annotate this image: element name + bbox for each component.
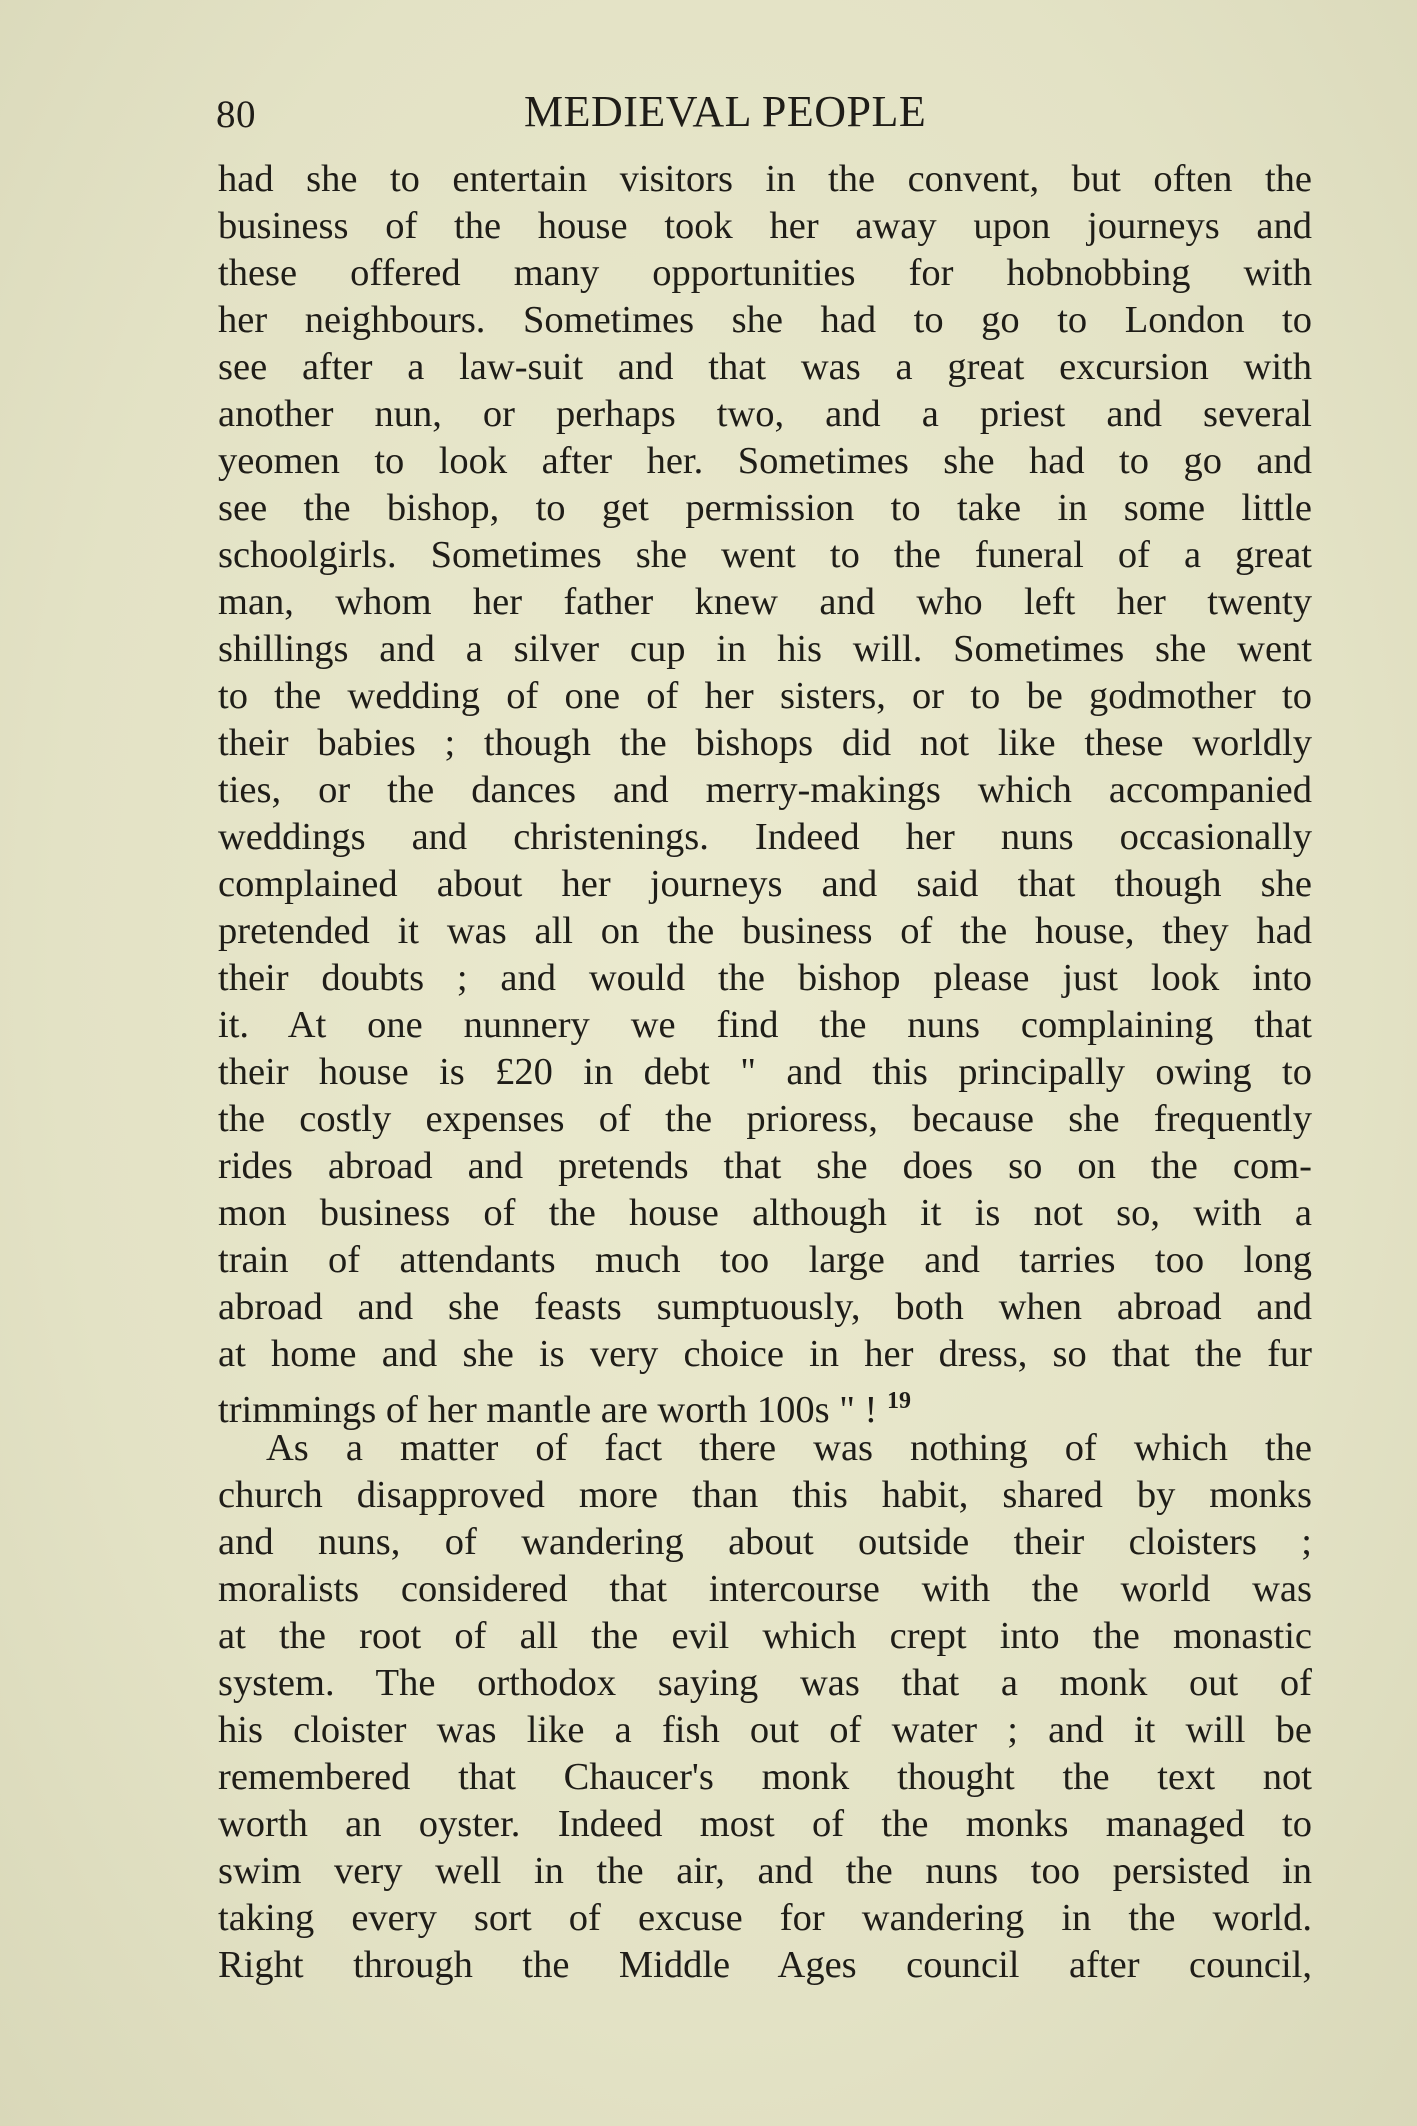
text-line-last xyxy=(218,1378,1312,1431)
text-line: swim very well in the air, and the nuns too persisted in xyxy=(218,1850,1312,1892)
text-line: the costly expenses of the prioress, because she frequently xyxy=(218,1098,1312,1140)
page-number: 80 xyxy=(216,93,256,136)
text-line: schoolgirls. Sometimes she went to the funeral of a great xyxy=(218,534,1312,576)
text-line: these offered many opportunities for hobnobbing with xyxy=(218,252,1312,294)
text-line: yeomen to look after her. Sometimes she had to go and xyxy=(218,440,1312,482)
text-line: his cloister was like a fish out of water ; and it will be xyxy=(218,1709,1312,1751)
text-line: pretended it was all on the business of the house, they had xyxy=(218,910,1312,952)
text-line: remembered that Chaucer's monk thought the text not xyxy=(218,1756,1312,1798)
text-line: As a matter of fact there was nothing of which the xyxy=(266,1427,1312,1469)
text-line: Right through the Middle Ages council after council, xyxy=(218,1944,1312,1986)
text-line: man, whom her father knew and who left her twenty xyxy=(218,581,1312,623)
text-line: another nun, or perhaps two, and a priest and several xyxy=(218,393,1312,435)
text-line: see after a law-suit and that was a great excursion with xyxy=(218,346,1312,388)
text-line: complained about her journeys and said that though she xyxy=(218,863,1312,905)
text-line: train of attendants much too large and tarries too long xyxy=(218,1239,1312,1281)
text-line: shillings and a silver cup in his will. Sometimes she went xyxy=(218,628,1312,670)
text-line: see the bishop, to get permission to take in some little xyxy=(218,487,1312,529)
text-line: taking every sort of excuse for wandering in the world. xyxy=(218,1897,1312,1939)
text-line: their doubts ; and would the bishop please just look into xyxy=(218,957,1312,999)
text-line: weddings and christenings. Indeed her nuns occasionally xyxy=(218,816,1312,858)
text-line: abroad and she feasts sumptuously, both when abroad and xyxy=(218,1286,1312,1328)
text-line: her neighbours. Sometimes she had to go to London to xyxy=(218,299,1312,341)
text-line: and nuns, of wandering about outside their cloisters ; xyxy=(218,1521,1312,1563)
text-line: their babies ; though the bishops did not like these worldly xyxy=(218,722,1312,764)
paragraph-1 xyxy=(218,156,1312,1431)
page-header xyxy=(216,86,1316,146)
text-line: it. At one nunnery we find the nuns complaining that xyxy=(218,1004,1312,1046)
text-line: moralists considered that intercourse with the world was xyxy=(218,1568,1312,1610)
text-line: worth an oyster. Indeed most of the monks managed to xyxy=(218,1803,1312,1845)
text-line: ties, or the dances and merry-makings which accompanied xyxy=(218,769,1312,811)
text-line: rides abroad and pretends that she does so on the com- xyxy=(218,1145,1312,1187)
text-line: at home and she is very choice in her dress, so that the fur xyxy=(218,1333,1312,1375)
footnote-reference: 19 xyxy=(887,1388,911,1414)
text-line: mon business of the house although it is not so, with a xyxy=(218,1192,1312,1234)
text-line: had she to entertain visitors in the convent, but often the xyxy=(218,158,1312,200)
paragraph-2 xyxy=(218,1425,1312,1989)
running-head: MEDIEVAL PEOPLE xyxy=(524,87,927,136)
text-line: system. The orthodox saying was that a monk out of xyxy=(218,1662,1312,1704)
text-line: at the root of all the evil which crept into the monastic xyxy=(218,1615,1312,1657)
text-line: church disapproved more than this habit, shared by monks xyxy=(218,1474,1312,1516)
text-line-content: trimmings of her mantle are worth 100s " ! xyxy=(218,1389,878,1431)
text-line: business of the house took her away upon journeys and xyxy=(218,205,1312,247)
text-line: their house is £20 in debt " and this principally owing to xyxy=(218,1051,1312,1093)
text-line: to the wedding of one of her sisters, or to be godmother to xyxy=(218,675,1312,717)
body-text xyxy=(218,156,1312,1989)
